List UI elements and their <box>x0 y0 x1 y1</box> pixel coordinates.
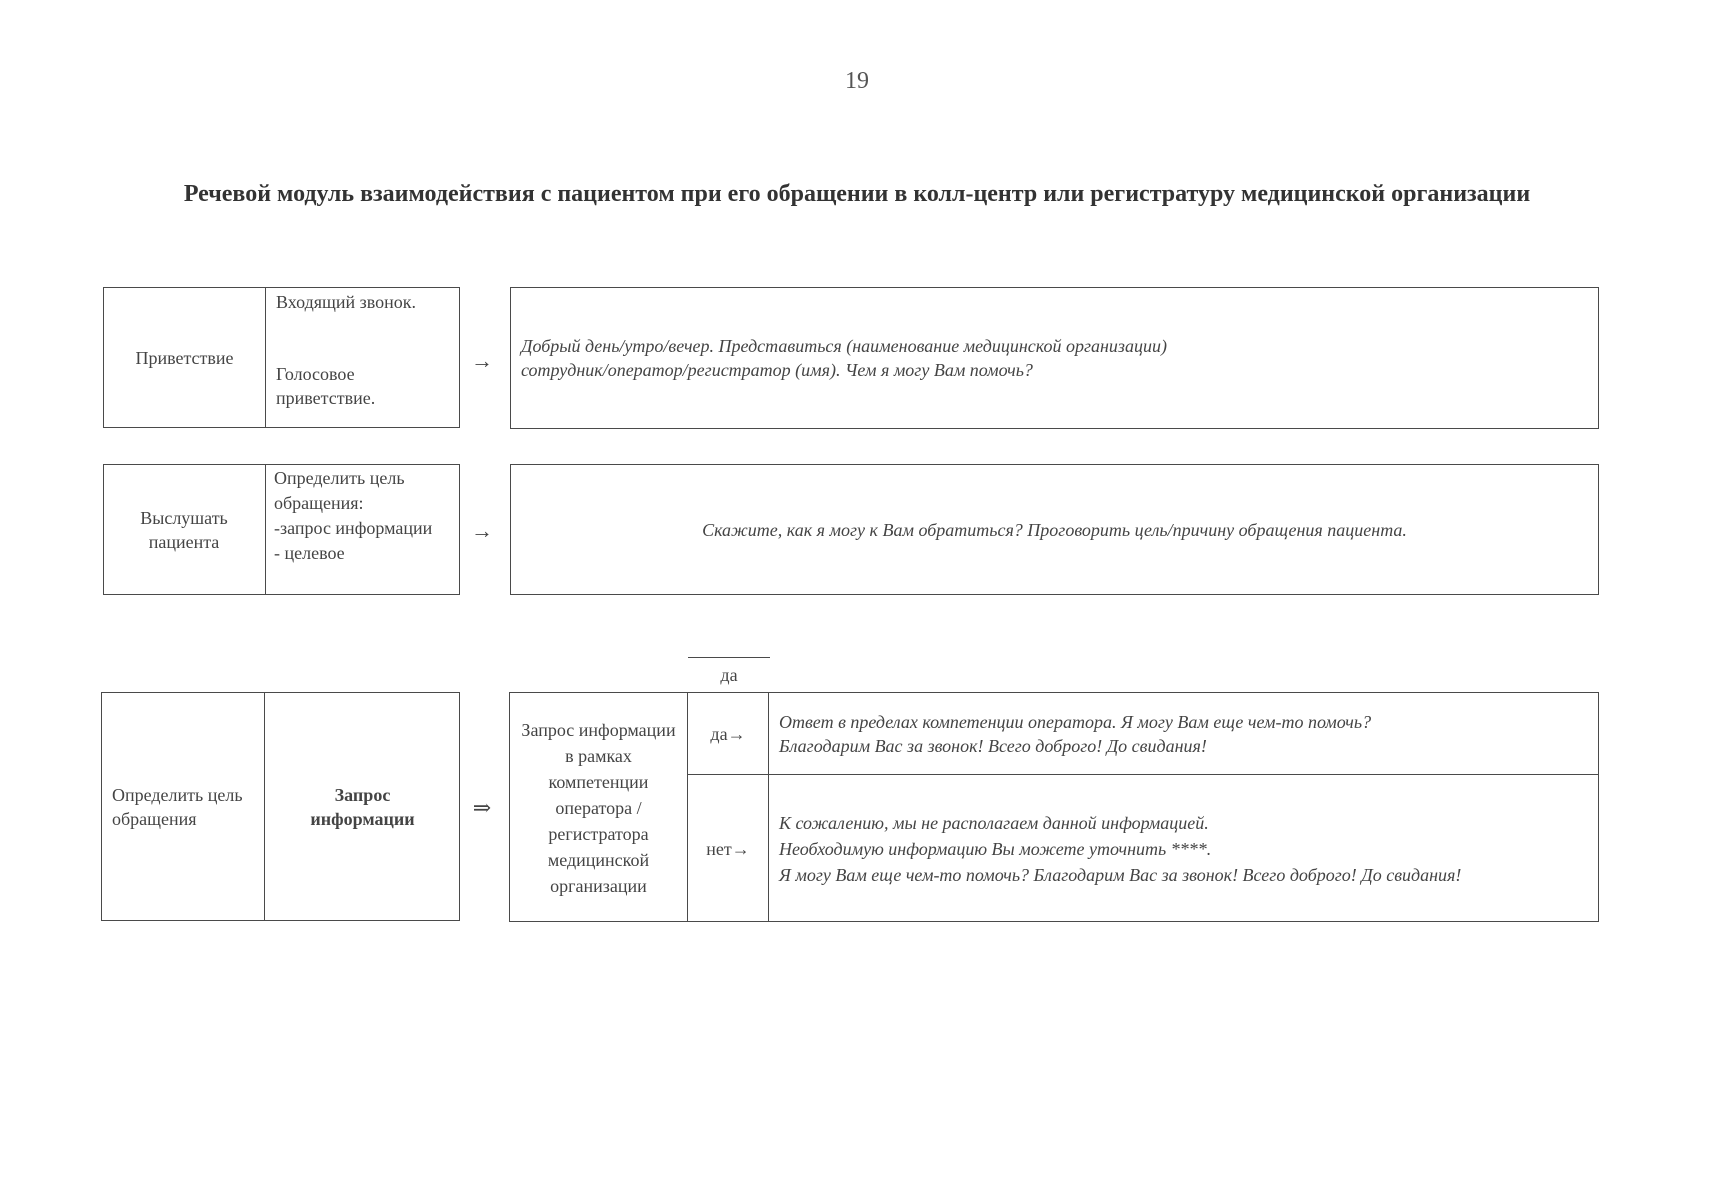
listen-actions: Определить цель обращения: -запрос информации - целевое <box>274 468 433 563</box>
branch-yes-text: Ответ в пределах компетенции оператора. Я могу Вам еще чем-то помочь? Благодарим Вас за звонок! Всего доброго! До свидания! <box>779 711 1372 756</box>
listen-arrow: → <box>471 518 493 543</box>
greeting-script: Добрый день/утро/вечер. Представиться (наименование медицинской организации) сотрудник/оператор/регистратор (имя). Чем я могу Вам помочь? <box>510 287 1599 429</box>
greeting-arrow: → <box>471 348 493 373</box>
greeting-action-2: Голосовое приветствие. <box>276 364 376 408</box>
purpose-stage-text: Определить цель обращения <box>112 784 243 829</box>
listen-script: Скажите, как я могу к Вам обратиться? Проговорить цель/причину обращения пациента. <box>510 464 1599 595</box>
branch-separator <box>687 774 1599 775</box>
document-title: Речевой модуль взаимодействия с пациентом при его обращении в колл-центр или регистратуру медицинской организации <box>183 181 1531 207</box>
purpose-divider <box>264 692 265 921</box>
branch-header-line <box>688 657 770 658</box>
branch-no-text: К сожалению, мы не располагаем данной информацией. Необходимую информацию Вы можете уточнить ****. Я могу Вам еще чем-то помочь? Благодарим Вас за звонок! Всего доброго! До свидания! <box>779 812 1462 885</box>
purpose-arrow: ⇒ <box>472 795 492 820</box>
branch-no-label: нет→ <box>706 838 750 859</box>
greeting-divider <box>265 287 266 428</box>
listen-stage: Выслушать пациента <box>140 507 228 552</box>
page-number: 19 <box>845 68 869 94</box>
branch-label-divider <box>768 692 769 922</box>
branch-header-label: да <box>720 665 738 685</box>
branch-yes-label: да→ <box>710 723 746 744</box>
greeting-action-1: Входящий звонок. <box>276 292 416 312</box>
purpose-type <box>266 693 459 920</box>
condition-text: Запрос информации в рамках компетенции оператора / регистратора медицинской организации <box>521 719 676 896</box>
purpose-type-text: Запрос информации <box>310 784 415 829</box>
purpose-stage <box>112 693 260 920</box>
greeting-stage: Приветствие <box>135 347 234 368</box>
listen-divider <box>265 464 266 595</box>
